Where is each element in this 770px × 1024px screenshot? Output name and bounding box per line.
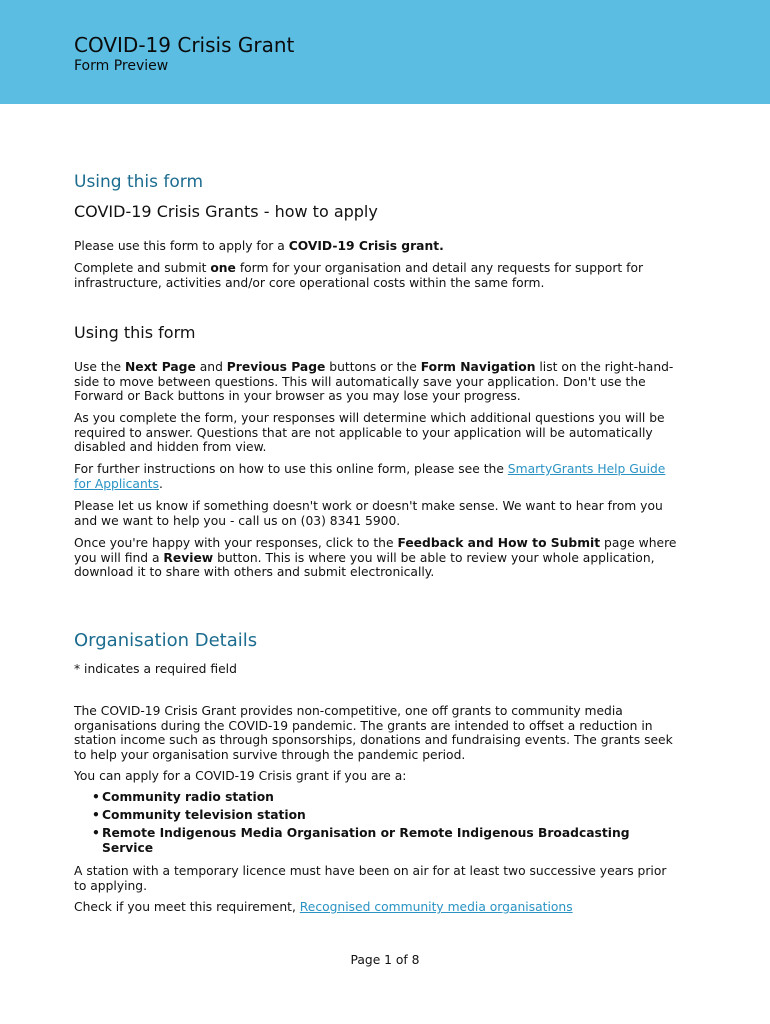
- bullet-icon: •: [92, 808, 100, 823]
- navigation-paragraph: Use the Next Page and Previous Page buttons or the Form Navigation list on the right-hand-side to move between questions. This will automatically save your application. Don't use the Forward or Back buttons in your browser as you may lose your progress.: [74, 360, 674, 404]
- eligibility-intro: You can apply for a COVID-19 Crisis grant if you are a:: [74, 769, 407, 783]
- section-subheading-how-to-apply: COVID-19 Crisis Grants - how to apply: [74, 202, 378, 221]
- help-guide-paragraph: For further instructions on how to use this online form, please see the SmartyGrants Help Guide for Applicants.: [74, 462, 666, 491]
- help-guide-link[interactable]: SmartyGrants Help Guide for Applicants: [74, 462, 666, 491]
- list-item: • Remote Indigenous Media Organisation or Remote Indigenous Broadcasting Service: [92, 826, 630, 855]
- required-field-note: * indicates a required field: [74, 662, 237, 676]
- bullet-icon: •: [92, 790, 100, 804]
- temporary-licence-paragraph: A station with a temporary licence must have been on air for at least two successive years prior to applying.: [74, 864, 667, 893]
- eligibility-list: [92, 790, 682, 859]
- contact-paragraph: Please let us know if something doesn't work or doesn't make sense. We want to hear from you and we want to help you - call us on (03) 8341 5900.: [74, 499, 663, 528]
- list-item: • Community radio station: [92, 790, 274, 804]
- section-heading-organisation-details: Organisation Details: [74, 630, 258, 651]
- responses-paragraph: As you complete the form, your responses will determine which additional questions you will be required to answer. Questions that are not applicable to your application will be automatically disabled and hidden from view.: [74, 411, 665, 455]
- bullet-icon: •: [92, 826, 100, 841]
- section-heading-using-form-2: Using this form: [74, 323, 196, 342]
- grant-description-paragraph: The COVID-19 Crisis Grant provides non-competitive, one off grants to community media organisations during the COVID-19 pandemic. The grants are intended to offset a reduction in station income such as through sponsorships, donations and fundraising events. The grants seek to help your organisation survive through the pandemic period.: [74, 704, 673, 762]
- page-title: COVID-19 Crisis Grant: [74, 33, 295, 57]
- page-subtitle: Form Preview: [74, 58, 169, 74]
- requirement-check-paragraph: Check if you meet this requirement, Recognised community media organisations: [74, 900, 573, 914]
- page-number: Page 1 of 8: [350, 953, 420, 967]
- submit-one-paragraph: Complete and submit one form for your organisation and detail any requests for support for infrastructure, activities and/or core operational costs within the same form.: [74, 261, 644, 290]
- recognised-organisations-link[interactable]: Recognised community media organisations: [299, 900, 573, 914]
- submit-instructions-paragraph: Once you're happy with your responses, click to the Feedback and How to Submit page where you will find a Review button. This is where you will be able to review your whole application, download it to share with others and submit electronically.: [74, 536, 677, 580]
- list-item: • Community television station: [92, 808, 306, 823]
- intro-paragraph: Please use this form to apply for a COVID-19 Crisis grant.: [74, 239, 444, 253]
- section-heading-using-form: Using this form: [74, 172, 204, 192]
